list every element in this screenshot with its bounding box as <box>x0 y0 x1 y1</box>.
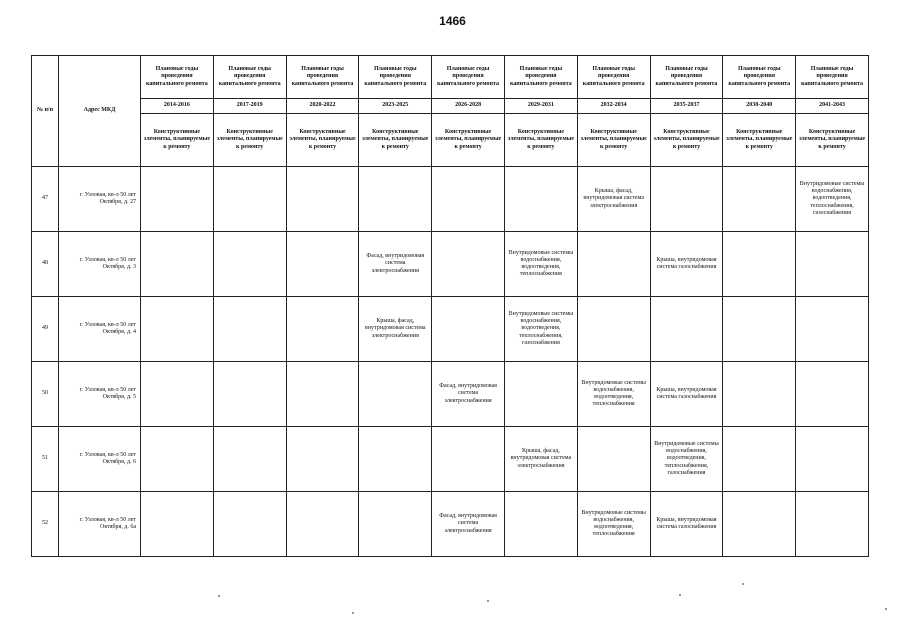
elements-label: Конструктивные элементы, планируемые к ремонту <box>432 114 505 167</box>
page-number: 1466 <box>439 14 466 28</box>
repair-elements-cell <box>213 492 286 557</box>
address-column-header: Адрес МКД <box>59 56 141 167</box>
repair-elements-cell: Внутридомовые системы водоснабжения, водоотведения, теплоснабжения, газоснабжения <box>650 427 723 492</box>
elements-label: Конструктивные элементы, планируемые к ремонту <box>723 114 796 167</box>
year-range: 2023-2025 <box>359 99 432 114</box>
repair-elements-cell: Внутридомовые системы водоснабжения, водоотведения, теплоснабжения, газоснабжения <box>796 167 869 232</box>
repair-elements-cell: Крыша, внутридомовая система газоснабжения <box>650 492 723 557</box>
elements-label: Конструктивные элементы, планируемые к ремонту <box>796 114 869 167</box>
scan-speck <box>885 608 887 610</box>
repair-elements-cell: Крыша, фасад, внутридомовая система электроснабжения <box>504 427 577 492</box>
elements-label: Конструктивные элементы, планируемые к ремонту <box>650 114 723 167</box>
row-address: г. Узловая, кв-л 50 лет Октября, д. 6 <box>59 427 141 492</box>
repair-elements-cell <box>723 297 796 362</box>
repair-elements-cell <box>286 297 359 362</box>
repair-elements-cell <box>723 362 796 427</box>
repair-elements-cell <box>577 427 650 492</box>
repair-elements-cell <box>286 232 359 297</box>
period-label: Плановые годы проведения капитального ремонта <box>286 56 359 99</box>
repair-elements-cell <box>359 427 432 492</box>
elements-label: Конструктивные элементы, планируемые к ремонту <box>359 114 432 167</box>
repair-elements-cell <box>796 492 869 557</box>
table-body <box>32 167 869 557</box>
period-label: Плановые годы проведения капитального ремонта <box>796 56 869 99</box>
repair-elements-cell <box>141 297 214 362</box>
repair-elements-cell <box>504 362 577 427</box>
repair-elements-cell: Фасад, внутридомовая система электроснабжения <box>359 232 432 297</box>
repair-elements-cell: Внутридомовые системы водоснабжения, водоотведения, теплоснабжения <box>577 492 650 557</box>
repair-elements-cell: Фасад, внутридомовая система электроснабжения <box>432 492 505 557</box>
repair-elements-cell <box>359 167 432 232</box>
period-label: Плановые годы проведения капитального ремонта <box>504 56 577 99</box>
repair-elements-cell <box>213 297 286 362</box>
repair-elements-cell <box>577 232 650 297</box>
repair-elements-cell <box>432 297 505 362</box>
repair-elements-cell <box>141 167 214 232</box>
row-address: г. Узловая, кв-л 50 лет Октября, д. 6а <box>59 492 141 557</box>
repair-elements-cell: Крыша, фасад, внутридомовая система электроснабжения <box>359 297 432 362</box>
elements-label: Конструктивные элементы, планируемые к ремонту <box>141 114 214 167</box>
repair-elements-cell <box>432 232 505 297</box>
row-number: 48 <box>32 232 59 297</box>
row-address: г. Узловая, кв-л 50 лет Октября, д. 3 <box>59 232 141 297</box>
repair-elements-cell <box>650 167 723 232</box>
repair-elements-cell <box>650 297 723 362</box>
repair-elements-cell <box>286 427 359 492</box>
repair-elements-cell: Крыша, внутридомовая система газоснабжения <box>650 232 723 297</box>
repair-plan-table <box>31 55 869 557</box>
scan-speck <box>742 583 744 585</box>
row-address: г. Узловая, кв-л 50 лет Октября, д. 27 <box>59 167 141 232</box>
year-range: 2041-2043 <box>796 99 869 114</box>
repair-elements-cell <box>141 492 214 557</box>
repair-elements-cell <box>723 167 796 232</box>
repair-elements-cell <box>213 232 286 297</box>
row-number: 51 <box>32 427 59 492</box>
repair-elements-cell <box>359 362 432 427</box>
repair-elements-cell <box>504 167 577 232</box>
elements-label: Конструктивные элементы, планируемые к ремонту <box>577 114 650 167</box>
table-row <box>32 297 869 362</box>
repair-elements-cell <box>723 427 796 492</box>
repair-elements-cell <box>504 492 577 557</box>
year-range: 2020-2022 <box>286 99 359 114</box>
row-number: 52 <box>32 492 59 557</box>
year-range: 2026-2028 <box>432 99 505 114</box>
repair-elements-cell <box>213 362 286 427</box>
period-label: Плановые годы проведения капитального ремонта <box>577 56 650 99</box>
row-number: 49 <box>32 297 59 362</box>
repair-elements-cell: Крыша, внутридомовая система газоснабжения <box>650 362 723 427</box>
elements-label: Конструктивные элементы, планируемые к ремонту <box>504 114 577 167</box>
period-label: Плановые годы проведения капитального ремонта <box>213 56 286 99</box>
repair-elements-cell <box>141 362 214 427</box>
row-number: 50 <box>32 362 59 427</box>
scan-speck <box>679 594 681 596</box>
repair-elements-cell <box>432 167 505 232</box>
scan-speck <box>487 600 489 602</box>
period-label: Плановые годы проведения капитального ремонта <box>650 56 723 99</box>
elements-label: Конструктивные элементы, планируемые к ремонту <box>286 114 359 167</box>
period-label: Плановые годы проведения капитального ремонта <box>141 56 214 99</box>
row-address: г. Узловая, кв-л 50 лет Октября, д. 5 <box>59 362 141 427</box>
repair-elements-cell <box>432 427 505 492</box>
repair-elements-cell: Внутридомовые системы водоснабжения, водоотведения, теплоснабжения, газоснабжения <box>504 297 577 362</box>
table-row <box>32 492 869 557</box>
scan-speck <box>218 595 220 597</box>
repair-elements-cell <box>141 427 214 492</box>
repair-elements-cell <box>796 297 869 362</box>
row-number: 47 <box>32 167 59 232</box>
repair-elements-cell: Внутридомовые системы водоснабжения, водоотведения, теплоснабжения <box>504 232 577 297</box>
repair-elements-cell <box>141 232 214 297</box>
header-row-labels <box>32 56 869 99</box>
table-header <box>32 56 869 167</box>
year-range: 2032-2034 <box>577 99 650 114</box>
year-range: 2035-2037 <box>650 99 723 114</box>
year-range: 2029-2031 <box>504 99 577 114</box>
repair-elements-cell: Фасад, внутридомовая система электроснабжения <box>432 362 505 427</box>
repair-elements-cell <box>796 362 869 427</box>
repair-elements-cell <box>796 427 869 492</box>
repair-elements-cell <box>577 297 650 362</box>
table-row <box>32 427 869 492</box>
repair-elements-cell: Внутридомовые системы водоснабжения, водоотведения, теплоснабжения <box>577 362 650 427</box>
table-row <box>32 232 869 297</box>
elements-label: Конструктивные элементы, планируемые к ремонту <box>213 114 286 167</box>
year-range: 2017-2019 <box>213 99 286 114</box>
table-row <box>32 362 869 427</box>
repair-elements-cell: Крыша, фасад, внутридомовая система электроснабжения <box>577 167 650 232</box>
header-row-elements <box>32 114 869 167</box>
repair-elements-cell <box>286 167 359 232</box>
repair-elements-cell <box>359 492 432 557</box>
year-range: 2038-2040 <box>723 99 796 114</box>
header-row-years <box>32 99 869 114</box>
table-row <box>32 167 869 232</box>
period-label: Плановые годы проведения капитального ремонта <box>723 56 796 99</box>
repair-elements-cell <box>213 167 286 232</box>
scan-speck <box>352 612 354 614</box>
year-range: 2014-2016 <box>141 99 214 114</box>
row-address: г. Узловая, кв-л 50 лет Октября, д. 4 <box>59 297 141 362</box>
period-label: Плановые годы проведения капитального ремонта <box>359 56 432 99</box>
repair-elements-cell <box>286 492 359 557</box>
repair-elements-cell <box>213 427 286 492</box>
repair-elements-cell <box>723 492 796 557</box>
repair-elements-cell <box>286 362 359 427</box>
repair-elements-cell <box>796 232 869 297</box>
repair-elements-cell <box>723 232 796 297</box>
period-label: Плановые годы проведения капитального ремонта <box>432 56 505 99</box>
num-column-header: № п/п <box>32 56 59 167</box>
